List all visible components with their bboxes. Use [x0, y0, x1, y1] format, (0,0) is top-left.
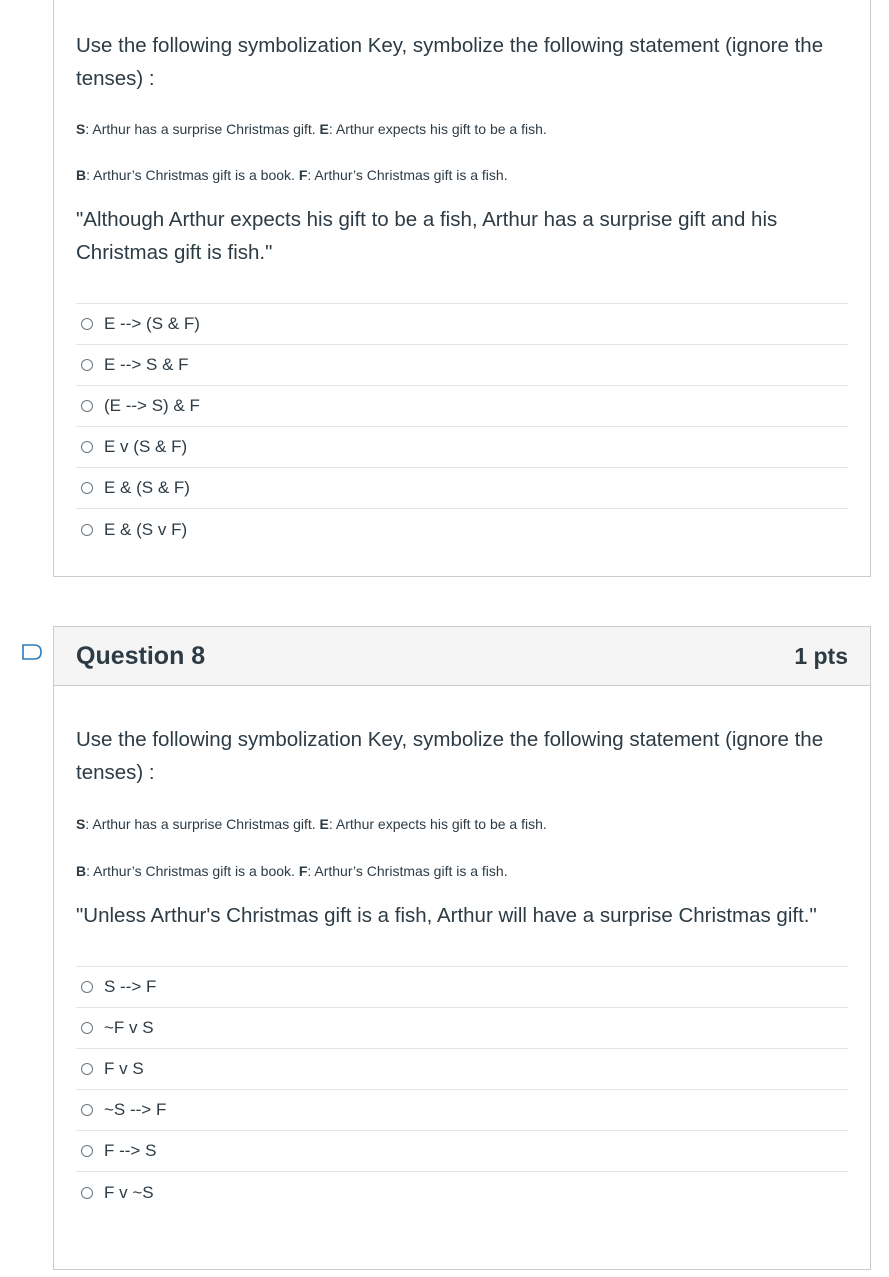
key-letter: S [76, 816, 86, 832]
question-8-answers [76, 966, 848, 1213]
radio-unchecked-icon[interactable] [81, 1187, 93, 1199]
radio-unchecked-icon[interactable] [81, 1104, 93, 1116]
answer-label: S --> F [104, 977, 157, 996]
question-7-prompt: Use the following symbolization Key, symbolize the following statement (ignore the tenses) : [76, 34, 824, 90]
radio-unchecked-icon[interactable] [81, 441, 93, 453]
question-7-statement: "Although Arthur expects his gift to be a fish, Arthur has a surprise gift and his Christmas gift is fish." [76, 208, 778, 264]
question-8-key-line-1 [76, 814, 848, 834]
answer-label: E & (S v F) [104, 519, 188, 539]
answer-option[interactable] [76, 1049, 848, 1090]
question-8-body [54, 723, 870, 1213]
question-7-key-line-2 [76, 165, 848, 185]
radio-unchecked-icon[interactable] [81, 1022, 93, 1034]
radio-unchecked-icon[interactable] [81, 1063, 93, 1075]
question-7-card [53, 0, 871, 577]
answer-label: F v ~S [104, 1182, 154, 1202]
radio-unchecked-icon[interactable] [81, 1145, 93, 1157]
flag-outline-icon[interactable] [21, 644, 43, 660]
radio-unchecked-icon[interactable] [81, 482, 93, 494]
radio-unchecked-icon[interactable] [81, 524, 93, 536]
question-8-statement: "Unless Arthur's Christmas gift is a fish, Arthur will have a surprise Christmas gift." [76, 904, 817, 927]
key-text: : Arthur has a surprise Christmas gift. [85, 121, 320, 137]
key-text: : Arthur expects his gift to be a fish. [328, 816, 547, 832]
question-8-card [53, 626, 871, 1270]
radio-unchecked-icon[interactable] [81, 318, 93, 330]
question-7-key-line-1 [76, 119, 848, 139]
answer-option[interactable] [76, 468, 848, 509]
key-text: : Arthur has a surprise Christmas gift. [85, 816, 320, 832]
answer-option[interactable] [76, 345, 848, 386]
answer-option[interactable] [76, 427, 848, 468]
key-letter: B [76, 863, 87, 879]
answer-label: E v (S & F) [104, 437, 188, 456]
answer-label: ~S --> F [104, 1100, 167, 1119]
answer-label: E --> (S & F) [104, 314, 200, 333]
answer-label: E & (S & F) [104, 478, 190, 497]
answer-option[interactable] [76, 304, 848, 345]
answer-option[interactable] [76, 1008, 848, 1049]
answer-label: (E --> S) & F [104, 396, 200, 415]
question-title: Question 8 [76, 641, 206, 670]
answer-label: F --> S [104, 1141, 157, 1160]
key-letter: E [319, 121, 329, 137]
key-letter: S [76, 121, 86, 137]
question-8-header [54, 627, 870, 686]
answer-option[interactable] [76, 386, 848, 427]
question-8-prompt: Use the following symbolization Key, symbolize the following statement (ignore the tenses) : [76, 728, 824, 784]
key-text: : Arthur’s Christmas gift is a fish. [307, 167, 508, 183]
answer-label: ~F v S [104, 1018, 154, 1037]
answer-label: E --> S & F [104, 355, 189, 374]
answer-option[interactable] [76, 1090, 848, 1131]
answer-option[interactable] [76, 1131, 848, 1172]
question-7-answers [76, 303, 848, 550]
answer-option[interactable] [76, 967, 848, 1008]
question-7-body [54, 29, 870, 550]
answer-option[interactable] [76, 1172, 848, 1213]
radio-unchecked-icon[interactable] [81, 400, 93, 412]
answer-option[interactable] [76, 509, 848, 550]
key-text: : Arthur’s Christmas gift is a book. [86, 167, 299, 183]
question-points: 1 pts [794, 642, 848, 669]
key-letter: F [298, 167, 308, 183]
key-letter: F [298, 863, 308, 879]
key-letter: E [319, 816, 329, 832]
key-text: : Arthur’s Christmas gift is a fish. [307, 863, 508, 879]
key-text: : Arthur expects his gift to be a fish. [328, 121, 547, 137]
radio-unchecked-icon[interactable] [81, 359, 93, 371]
answer-label: F v S [104, 1059, 144, 1078]
key-text: : Arthur’s Christmas gift is a book. [86, 863, 299, 879]
radio-unchecked-icon[interactable] [81, 981, 93, 993]
question-8-key-line-2 [76, 861, 848, 881]
key-letter: B [76, 167, 87, 183]
